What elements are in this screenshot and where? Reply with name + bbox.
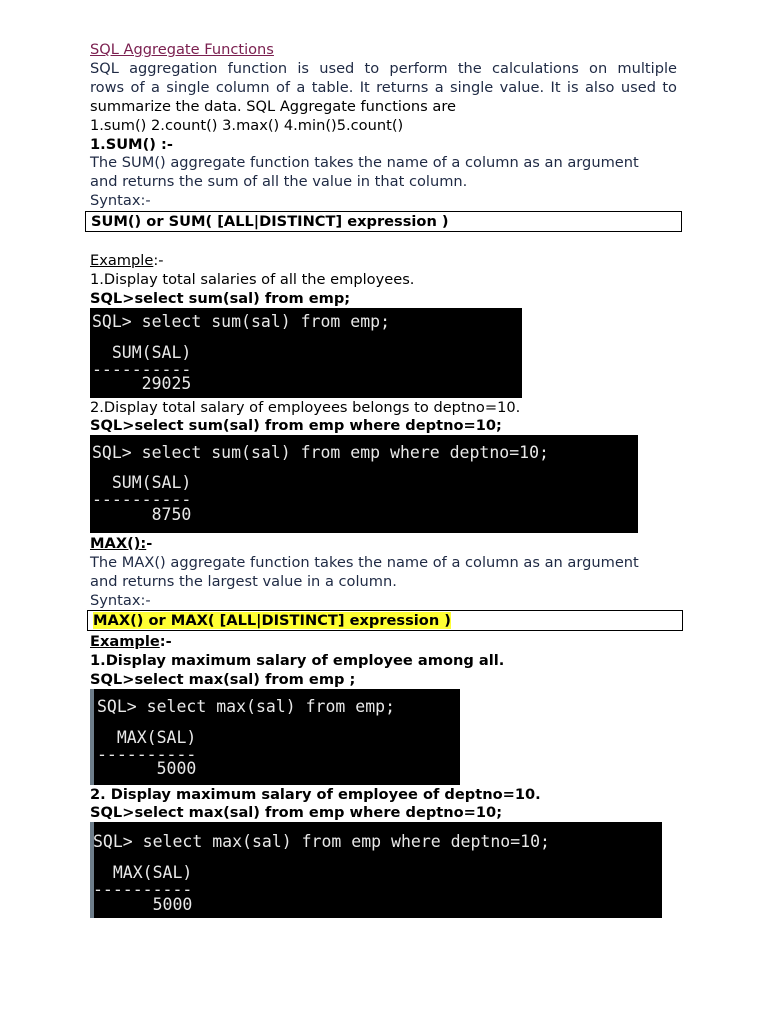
sum-syntax-text: SUM() or SUM( [ALL|DISTINCT] expression ) — [91, 213, 449, 230]
sum-syntax-box — [85, 211, 682, 232]
terminal-dashes: ---------- — [97, 745, 197, 764]
max-ex1-query: SQL>select max(sal) from emp ; — [90, 671, 356, 688]
max-desc-2: and returns the largest value in a column. — [90, 573, 397, 590]
max-example-suffix: :- — [159, 633, 172, 650]
max-heading-suffix: - — [146, 535, 153, 552]
terminal-dashes: ---------- — [92, 490, 192, 509]
sum-ex1-desc: 1.Display total salaries of all the employees. — [90, 271, 415, 288]
terminal-value: 29025 — [92, 374, 192, 393]
sum-ex1-terminal — [90, 308, 522, 398]
max-heading-word: MAX(): — [90, 535, 147, 552]
sum-desc-2: and returns the sum of all the value in that column. — [90, 173, 468, 190]
terminal-value: 8750 — [92, 505, 192, 524]
sum-ex2-query: SQL>select sum(sal) from emp where deptno=10; — [90, 417, 502, 434]
page-title: SQL Aggregate Functions — [90, 41, 274, 58]
terminal-dashes: ---------- — [93, 880, 193, 899]
sum-example-word: Example — [90, 252, 154, 269]
terminal-prompt: SQL> select max(sal) from emp where deptno=10; — [93, 832, 550, 851]
function-list: 1.sum() 2.count() 3.max() 4.min()5.count() — [90, 117, 404, 134]
sum-ex1-query: SQL>select sum(sal) from emp; — [90, 290, 351, 307]
terminal-column-header: SUM(SAL) — [92, 343, 192, 362]
max-ex2-terminal — [90, 822, 662, 918]
sum-heading: 1.SUM() :- — [90, 136, 173, 153]
terminal-value: 5000 — [97, 759, 197, 778]
sum-desc-1: The SUM() aggregate function takes the name of a column as an argument — [90, 154, 639, 171]
sum-example-label — [90, 252, 164, 270]
max-syntax-text: MAX() or MAX( [ALL|DISTINCT] expression ) — [93, 612, 451, 629]
intro-line-3: summarize the data. SQL Aggregate functions are — [90, 98, 456, 115]
max-syntax-label: Syntax:- — [90, 592, 151, 609]
terminal-column-header: MAX(SAL) — [93, 863, 193, 882]
max-heading — [90, 535, 152, 553]
sum-syntax-label: Syntax:- — [90, 192, 151, 209]
max-example-label — [90, 633, 172, 651]
terminal-column-header: SUM(SAL) — [92, 473, 192, 492]
terminal-prompt: SQL> select max(sal) from emp; — [97, 697, 396, 716]
max-ex1-terminal — [90, 689, 460, 785]
sum-example-suffix: :- — [153, 252, 164, 269]
max-desc-1: The MAX() aggregate function takes the name of a column as an argument — [90, 554, 639, 571]
max-ex2-query: SQL>select max(sal) from emp where deptno=10; — [90, 804, 503, 821]
terminal-dashes: ---------- — [92, 360, 192, 379]
terminal-column-header: MAX(SAL) — [97, 728, 197, 747]
max-syntax-box — [87, 610, 683, 631]
max-ex2-desc: 2. Display maximum salary of employee of deptno=10. — [90, 786, 541, 803]
sum-ex2-terminal — [90, 435, 638, 533]
max-ex1-desc: 1.Display maximum salary of employee among all. — [90, 652, 505, 669]
intro-line-2: rows of a single column of a table. It returns a single value. It is also used to — [90, 79, 677, 96]
max-example-word: Example — [90, 633, 160, 650]
terminal-prompt: SQL> select sum(sal) from emp where deptno=10; — [92, 443, 549, 462]
terminal-prompt: SQL> select sum(sal) from emp; — [92, 312, 391, 331]
sum-ex2-desc: 2.Display total salary of employees belongs to deptno=10. — [90, 399, 521, 416]
terminal-value: 5000 — [93, 895, 193, 914]
terminal-edge — [90, 689, 94, 785]
intro-line-1: SQL aggregation function is used to perform the calculations on multiple — [90, 60, 677, 77]
